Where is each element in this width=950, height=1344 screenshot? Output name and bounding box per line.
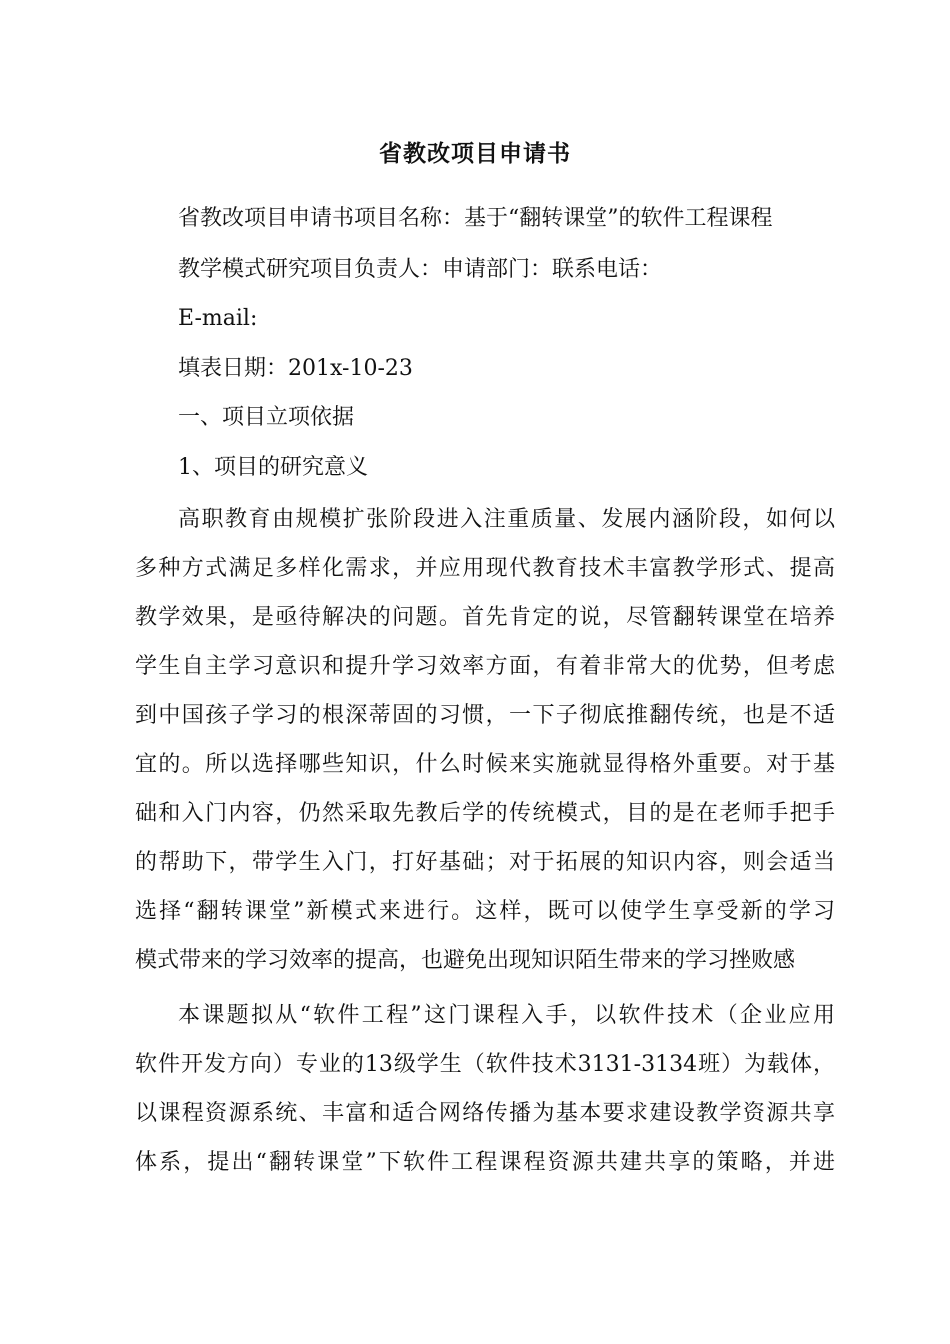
paragraph-line: 学生自主学习意识和提升学习效率方面，有着非常大的优势，但考虑 [135,654,835,679]
paragraph-line: 础和入门内容，仍然采取先教后学的传统模式，目的是在老师手把手 [135,801,835,826]
section-heading: 一、项目立项依据 [178,405,355,430]
paragraph-line: 模式带来的学习效率的提高，也避免出现知识陌生带来的学习挫败感 [135,948,796,973]
project-leader-line: 教学模式研究项目负责人：申请部门：联系电话： [178,257,663,282]
subsection-heading: 1、项目的研究意义 [178,455,368,480]
document-title: 省教改项目申请书 [379,140,571,167]
project-name-line: 省教改项目申请书项目名称：基于“翻转课堂”的软件工程课程 [178,206,773,231]
paragraph-research-significance [135,495,835,985]
paragraph-line: 高职教育由规模扩张阶段进入注重质量、发展内涵阶段，如何以 [178,507,835,532]
paragraph-line: 到中国孩子学习的根深蒂固的习惯，一下子彻底推翻传统，也是不适 [135,703,835,728]
paragraph-line: 以课程资源系统、丰富和适合网络传播为基本要求建设教学资源共享 [135,1101,835,1126]
paragraph-line: 软件开发方向）专业的13级学生（软件技术3131-3134班）为载体， [135,1052,835,1077]
fill-date-line: 填表日期：201x-10-23 [178,356,413,381]
paragraph-line: 本课题拟从“软件工程”这门课程入手，以软件技术（企业应用 [178,1003,835,1028]
paragraph-project-plan [135,991,835,1187]
paragraph-line: 多种方式满足多样化需求，并应用现代教育技术丰富教学形式、提高 [135,556,835,581]
email-line: E-mail: [178,306,258,331]
paragraph-line: 选择“翻转课堂”新模式来进行。这样，既可以使学生享受新的学习 [135,899,835,924]
paragraph-line: 教学效果，是亟待解决的问题。首先肯定的说，尽管翻转课堂在培养 [135,605,835,630]
paragraph-line: 的帮助下，带学生入门，打好基础；对于拓展的知识内容，则会适当 [135,850,835,875]
paragraph-line: 体系，提出“翻转课堂”下软件工程课程资源共建共享的策略，并进 [135,1150,835,1175]
paragraph-line: 宜的。所以选择哪些知识，什么时候来实施就显得格外重要。对于基 [135,752,835,777]
